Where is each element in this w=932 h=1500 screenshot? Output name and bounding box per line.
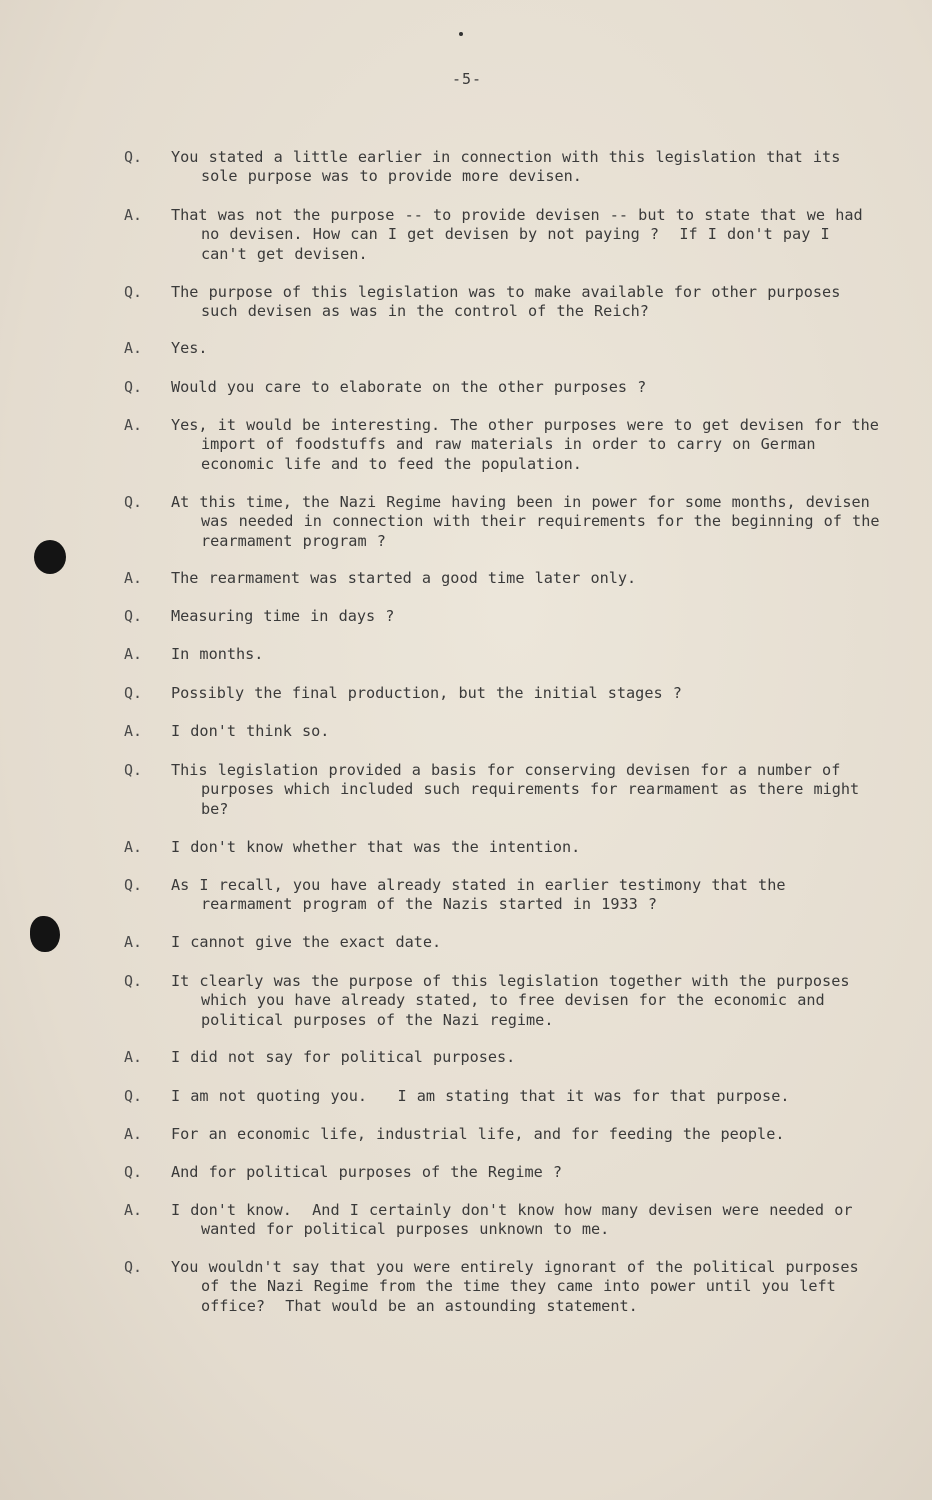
entry-text: I don't think so.	[171, 722, 330, 740]
entry-text: I cannot give the exact date.	[171, 933, 442, 951]
entry-text: Possibly the final production, but the initial stages ?	[171, 684, 682, 702]
speaker-label: Q.	[124, 761, 143, 779]
entry-text: As I recall, you have already stated in earlier testimony that the rearmament program of the Nazis started in 1933 ?	[171, 876, 796, 914]
speaker-label: A.	[124, 1125, 143, 1143]
speaker-label: A.	[124, 206, 143, 224]
speaker-label: Q.	[124, 972, 143, 990]
entry-text: I don't know whether that was the intention.	[171, 838, 581, 856]
speaker-label: A.	[124, 1048, 143, 1066]
speaker-label: A.	[124, 416, 143, 434]
entry-text: I am not quoting you. I am stating that it was for that purpose.	[171, 1087, 790, 1105]
entry-text: The rearmament was started a good time later only.	[171, 569, 637, 587]
speaker-label: A.	[124, 722, 143, 740]
punch-hole-upper	[34, 540, 66, 574]
speaker-label: A.	[124, 838, 143, 856]
entry-text: You stated a little earlier in connection with this legislation that its sole purpose was to provide more devisen.	[171, 148, 851, 186]
speaker-label: Q.	[124, 876, 143, 894]
speaker-label: A.	[124, 645, 143, 663]
speaker-label: Q.	[124, 148, 143, 166]
speaker-label: Q.	[124, 1087, 143, 1105]
speaker-label: A.	[124, 569, 143, 587]
entry-text: Measuring time in days ?	[171, 607, 395, 625]
entry-text: For an economic life, industrial life, and for feeding the people.	[171, 1125, 785, 1143]
speaker-label: Q.	[124, 1258, 143, 1276]
punch-hole-lower	[30, 916, 60, 952]
entry-text: And for political purposes of the Regime ?	[171, 1163, 563, 1181]
page-number: -5-	[452, 70, 483, 88]
entry-text: That was not the purpose -- to provide devisen -- but to state that we had no devisen. How can I get devisen by not paying ? If I don't pay I can't get devisen.	[171, 206, 873, 263]
entry-text: I did not say for political purposes.	[171, 1048, 516, 1066]
entry-text: I don't know. And I certainly don't know how many devisen were needed or wanted for political purposes unknown to me.	[171, 1201, 863, 1239]
entry-text: In months.	[171, 645, 264, 663]
entry-text: This legislation provided a basis for conserving devisen for a number of purposes which included such requirements for rearmament as there might be?	[171, 761, 870, 818]
entry-text: At this time, the Nazi Regime having been in power for some months, devisen was needed in connection with their requirements for the beginning of the rearmament program ?	[171, 493, 890, 550]
speaker-label: Q.	[124, 684, 143, 702]
speaker-label: Q.	[124, 493, 143, 511]
ink-dot	[459, 32, 463, 36]
speaker-label: Q.	[124, 607, 143, 625]
entry-text: Yes.	[171, 339, 208, 357]
entry-text: The purpose of this legislation was to make available for other purposes such devisen as was in the control of the Reich?	[171, 283, 851, 321]
entry-text: It clearly was the purpose of this legislation together with the purposes which you have already stated, to free devisen for the economic and political purposes of the Nazi regime.	[171, 972, 860, 1029]
entry-text: Yes, it would be interesting. The other purposes were to get devisen for the import of foodstuffs and raw materials in order to carry on German economic life and to feed the population.	[171, 416, 890, 473]
entry-text: Would you care to elaborate on the other purposes ?	[171, 378, 647, 396]
speaker-label: Q.	[124, 1163, 143, 1181]
speaker-label: A.	[124, 1201, 143, 1219]
speaker-label: A.	[124, 933, 143, 951]
speaker-label: A.	[124, 339, 143, 357]
speaker-label: Q.	[124, 378, 143, 396]
entry-text: You wouldn't say that you were entirely ignorant of the political purposes of the Nazi Regime from the time they came into power until you left office? That would be an astounding statement.	[171, 1258, 869, 1315]
speaker-label: Q.	[124, 283, 143, 301]
